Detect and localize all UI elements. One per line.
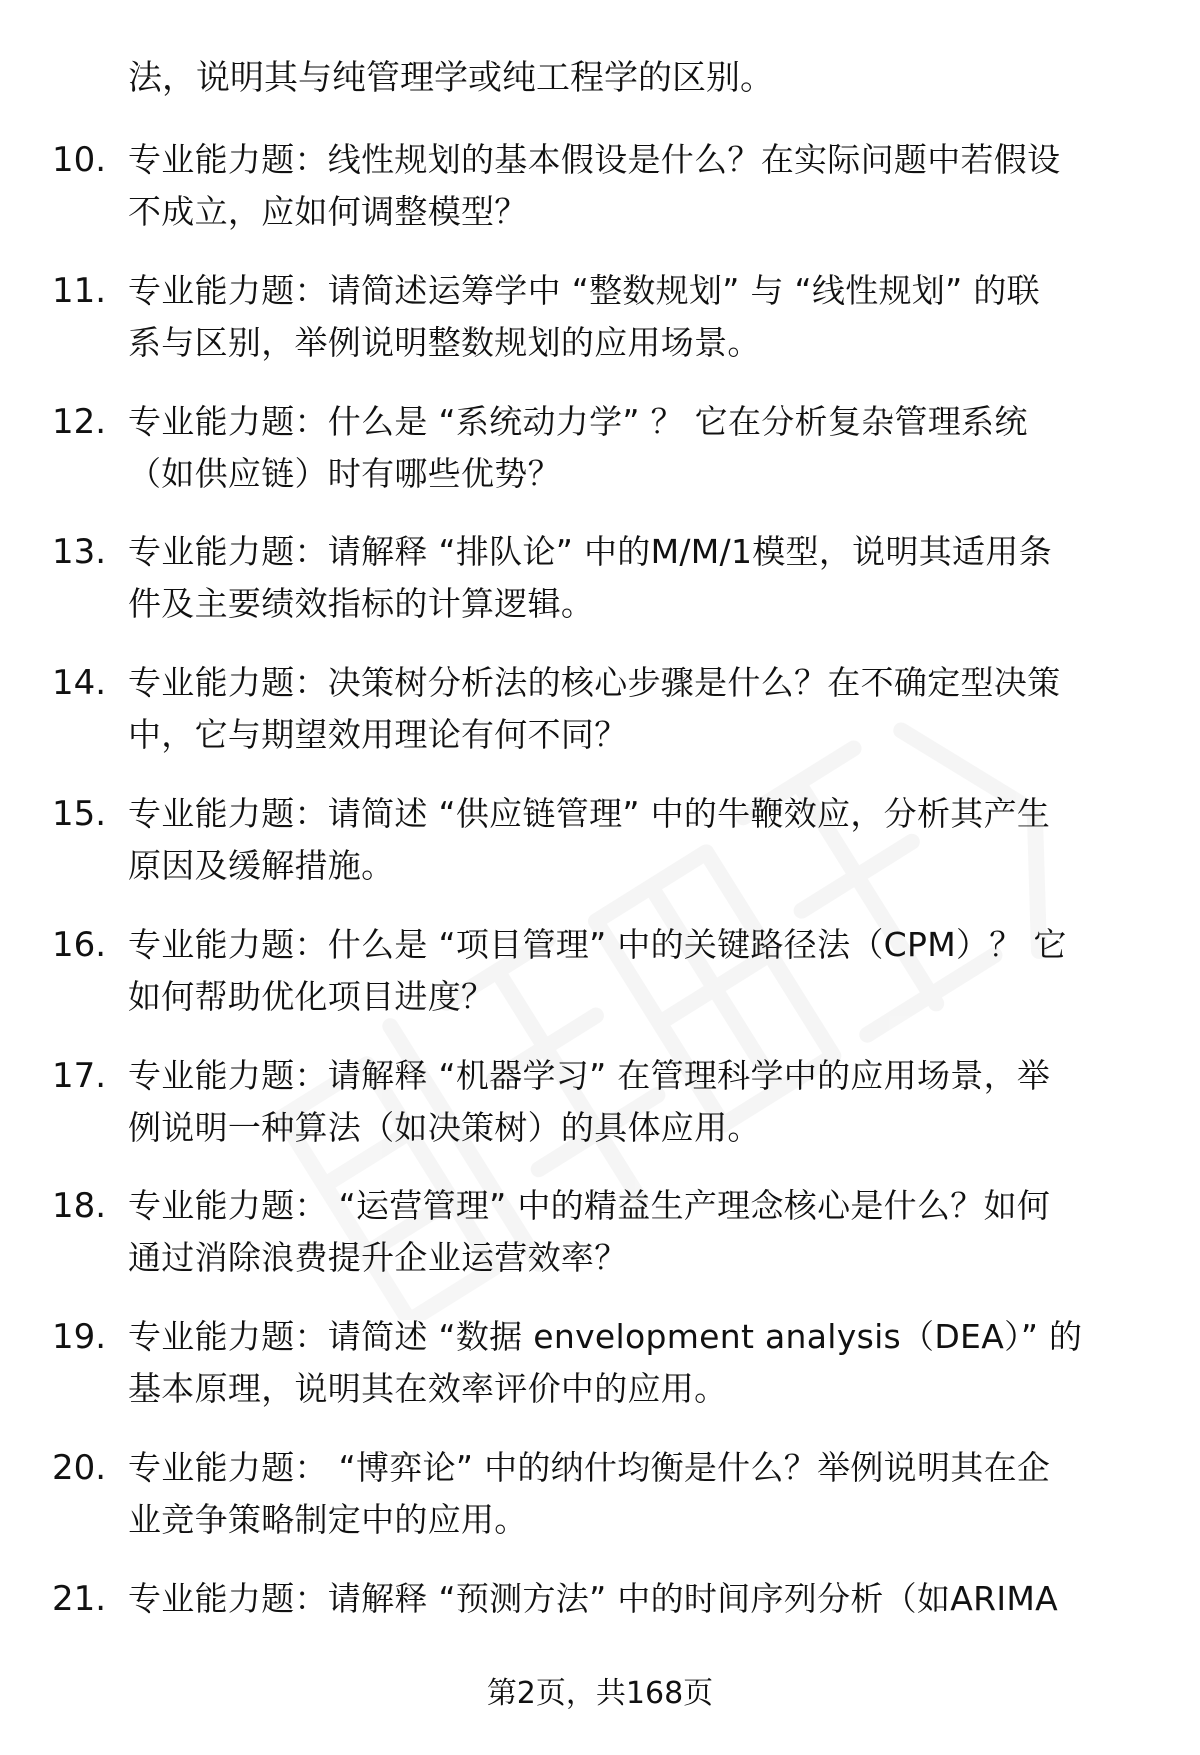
question-number: 15. — [52, 793, 107, 834]
question-text — [128, 265, 1158, 369]
question-text — [128, 919, 1158, 1023]
list-item — [0, 396, 1200, 527]
question-line: 基本原理，说明其在效率评价中的应用。 — [128, 1369, 728, 1409]
list-item — [0, 1311, 1200, 1442]
question-line: 例说明一种算法（如决策树）的具体应用。 — [128, 1107, 761, 1147]
question-line: 件及主要绩效指标的计算逻辑。 — [128, 584, 595, 624]
question-text — [128, 134, 1158, 238]
question-line: 专业能力题：决策树分析法的核心步骤是什么？在不确定型决策 — [128, 663, 1061, 703]
question-number: 11. — [52, 270, 107, 311]
question-text — [128, 526, 1158, 630]
question-line: 原因及缓解措施。 — [128, 845, 395, 885]
list-item — [0, 1442, 1200, 1573]
question-number: 18. — [52, 1186, 107, 1227]
list-item — [0, 526, 1200, 657]
question-line: 专业能力题：请简述运筹学中 “整数规划” 与 “线性规划” 的联 — [128, 270, 1040, 310]
question-number: 19. — [52, 1317, 107, 1358]
question-number: 12. — [52, 401, 107, 442]
question-line: 通过消除浪费提升企业运营效率？ — [128, 1238, 628, 1278]
question-line: 中，它与期望效用理论有何不同？ — [128, 715, 628, 755]
question-text — [128, 1442, 1158, 1546]
question-text — [128, 1311, 1158, 1415]
question-line: 专业能力题： “运营管理” 中的精益生产理念核心是什么？如何 — [128, 1186, 1051, 1226]
question-line: 专业能力题：请解释 “排队论” 中的M/M/1模型，说明其适用条 — [128, 532, 1052, 572]
question-number: 20. — [52, 1447, 107, 1488]
question-text — [128, 1050, 1158, 1154]
list-item — [0, 657, 1200, 788]
question-text — [128, 1573, 1158, 1625]
question-line: 专业能力题：线性规划的基本假设是什么？在实际问题中若假设 — [128, 140, 1061, 179]
question-line: 系与区别，举例说明整数规划的应用场景。 — [128, 322, 761, 362]
question-line: 如何帮助优化项目进度？ — [128, 976, 495, 1016]
list-item — [0, 919, 1200, 1050]
question-line: 专业能力题： “博弈论” 中的纳什均衡是什么？举例说明其在企 — [128, 1447, 1051, 1487]
question-line: 业竞争策略制定中的应用。 — [128, 1499, 528, 1539]
list-item — [0, 788, 1200, 919]
question-number: 17. — [52, 1055, 107, 1096]
list-item — [0, 265, 1200, 396]
question-line: 专业能力题：什么是 “系统动力学” ？ 它在分析复杂管理系统 — [128, 401, 1028, 441]
question-text — [128, 788, 1158, 892]
question-line: 专业能力题：什么是 “项目管理” 中的关键路径法（CPM）？ 它 — [128, 924, 1067, 964]
question-list — [0, 134, 1200, 1704]
question-text — [128, 396, 1158, 500]
question-number: 13. — [52, 532, 107, 573]
question-text — [128, 1180, 1158, 1284]
list-item — [0, 1050, 1200, 1181]
question-line: 专业能力题：请简述 “数据 envelopment analysis（DEA）” 的 — [128, 1317, 1083, 1357]
page-number-footer: 第2页，共168页 — [486, 1676, 714, 1711]
question-number: 16. — [52, 924, 107, 965]
question-number: 10. — [52, 140, 107, 180]
question-line: 专业能力题：请解释 “机器学习” 在管理科学中的应用场景，举 — [128, 1055, 1051, 1095]
question-number: 14. — [52, 663, 107, 704]
question-line: 专业能力题：请简述 “供应链管理” 中的牛鞭效应，分析其产生 — [128, 793, 1051, 833]
question-text — [128, 657, 1158, 761]
continuation-text: 法，说明其与纯管理学或纯工程学的区别。 — [128, 58, 774, 98]
question-line: 不成立，应如何调整模型？ — [128, 192, 528, 231]
list-item — [0, 134, 1200, 265]
question-line: 专业能力题：请解释 “预测方法” 中的时间序列分析（如ARIMA — [128, 1578, 1059, 1618]
question-number: 21. — [52, 1578, 107, 1619]
question-line: （如供应链）时有哪些优势？ — [128, 453, 561, 493]
list-item — [0, 1180, 1200, 1311]
